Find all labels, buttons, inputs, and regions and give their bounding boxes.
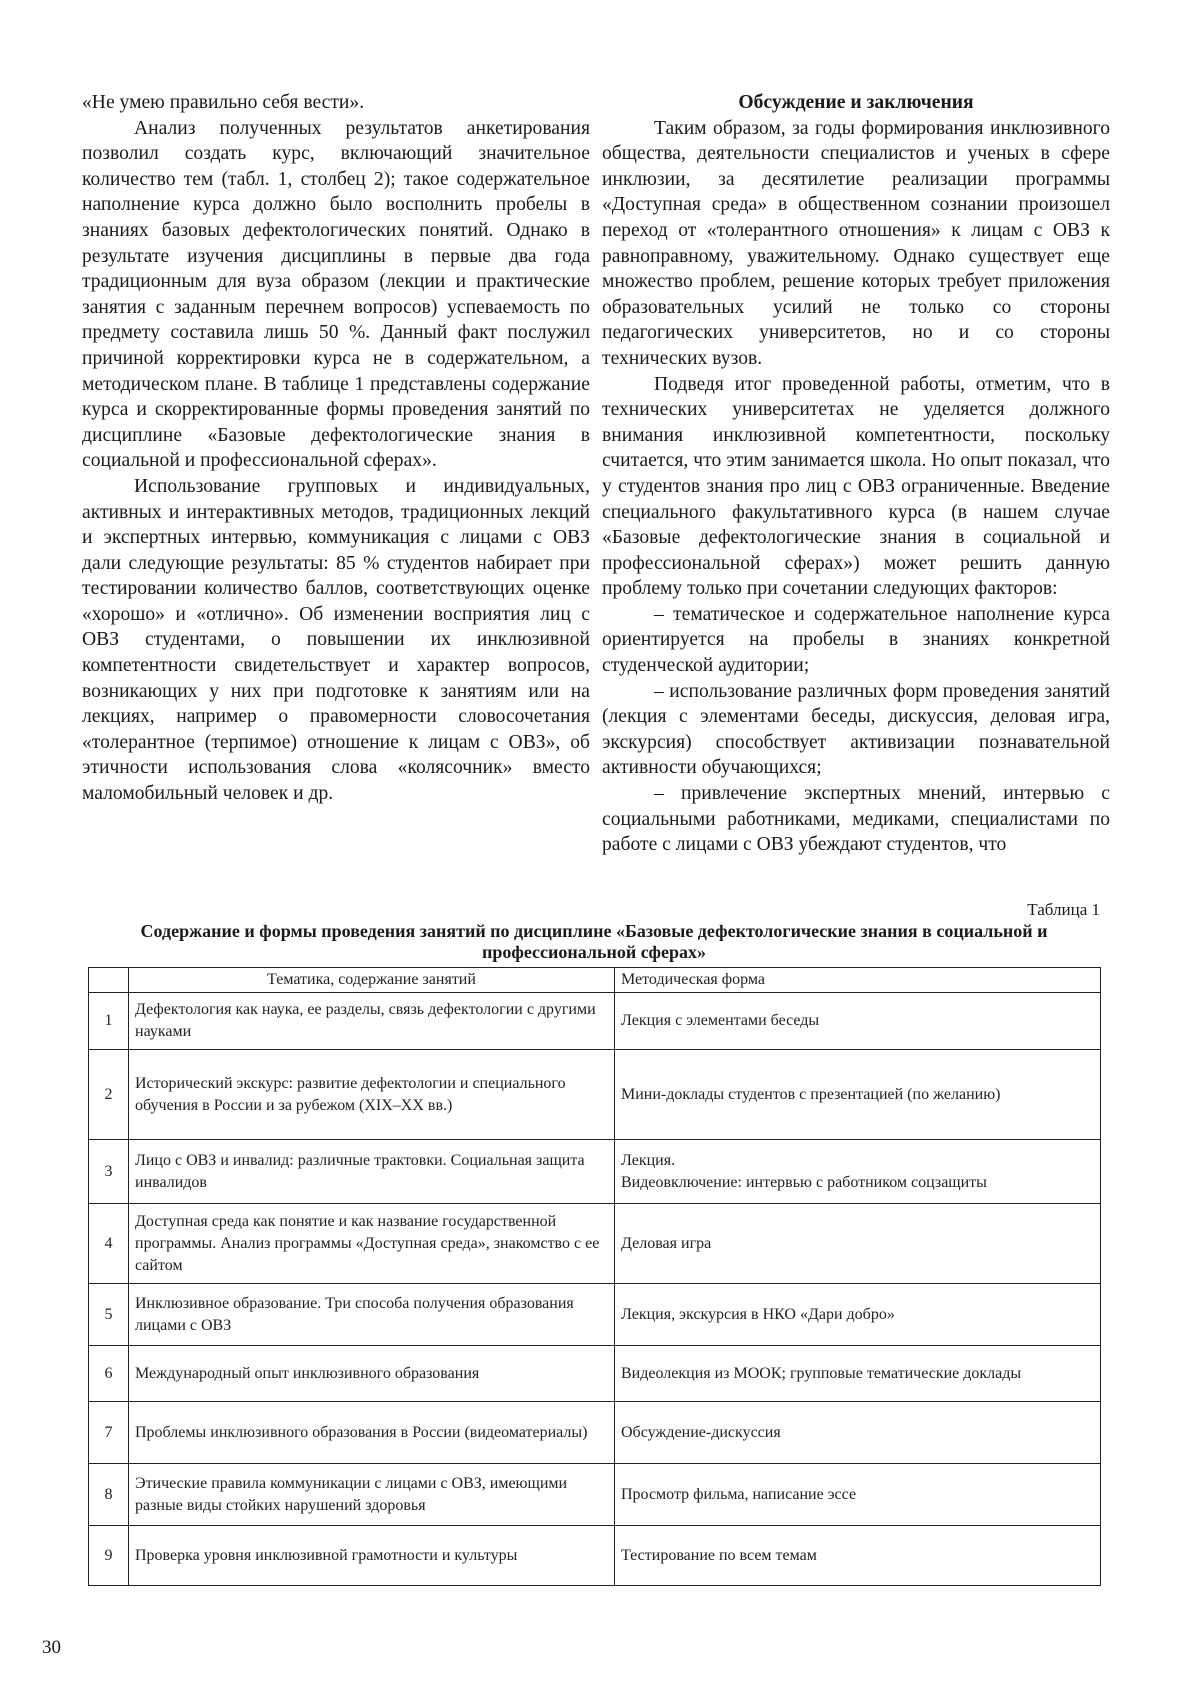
section-heading: Обсуждение и заключения: [738, 92, 974, 113]
row-form: Лекция, экскурсия в НКО «Дари добро»: [615, 1284, 1101, 1346]
table-row: [89, 993, 1101, 1050]
row-number: 6: [89, 1346, 129, 1402]
row-topic: Исторический экскурс: развитие дефектологии и специального обучения в России и за рубежом (XIX–XX вв.): [129, 1050, 615, 1140]
row-number: 5: [89, 1284, 129, 1346]
table-row: [89, 1526, 1101, 1586]
table-row: [89, 1050, 1101, 1140]
right-paragraph-2: Подведя итог проведенной работы, отметим, что в технических университетах не уделяется должного внимания инклюзивной компетентности, поскольку считается, что этим занимается школа. Но опыт показал, что у студентов знания про лиц с ОВЗ ограниченные. Введение специального факультативного курса (в нашем случае «Базовые дефектологические знания в социальной и профессиональной сферах») может решить данную проблему только при сочетании следующих факторов:: [602, 373, 1110, 600]
row-number: 4: [89, 1204, 129, 1284]
right-list-item-1: – тематическое и содержательное наполнение курса ориентируется на пробелы в знаниях конкретной студенческой аудитории;: [602, 603, 1110, 677]
left-text-column: [82, 90, 590, 807]
table-label: Таблица 1: [1027, 900, 1100, 919]
page-number: 30: [42, 1637, 61, 1658]
left-paragraph-2: Анализ полученных результатов анкетирования позволил создать курс, включающий значительное количество тем (табл. 1, столбец 2); такое содержательное наполнение курса должно было восполнить пробелы в знаниях базовых дефектологических понятий. Однако в результате изучения дисциплины в первые два года традиционным для вуза образом (лекции и практические занятия с заданным перечнем вопросов) успеваемость по предмету составила лишь 50 %. Данный факт послужил причиной корректировки курса не в содержательном, а методическом плане. В таблице 1 представлены содержание курса и скорректированные формы проведения занятий по дисциплине «Базовые дефектологические знания в социальной и профессиональной сферах».: [82, 117, 590, 472]
row-form: Лекция с элементами беседы: [615, 993, 1101, 1050]
row-form: Лекция. Видеовключение: интервью с работником соцзащиты: [615, 1140, 1101, 1204]
row-topic: Инклюзивное образование. Три способа получения образования лицами с ОВЗ: [129, 1284, 615, 1346]
row-topic: Лицо с ОВЗ и инвалид: различные трактовки. Социальная защита инвалидов: [129, 1140, 615, 1204]
table-header-row: [89, 968, 1101, 993]
row-topic: Дефектология как наука, ее разделы, связь дефектологии с другими науками: [129, 993, 615, 1050]
row-topic: Доступная среда как понятие и как название государственной программы. Анализ программы «Доступная среда», знакомство с ее сайтом: [129, 1204, 615, 1284]
course-table: [88, 967, 1101, 1586]
header-form: Методическая форма: [615, 968, 1101, 993]
header-topic: Тематика, содержание занятий: [129, 968, 615, 993]
row-form: Тестирование по всем темам: [615, 1526, 1101, 1586]
row-number: 9: [89, 1526, 129, 1586]
row-topic: Проблемы инклюзивного образования в России (видеоматериалы): [129, 1402, 615, 1464]
table-row: [89, 1284, 1101, 1346]
right-paragraph-1: Таким образом, за годы формирования инклюзивного общества, деятельности специалистов и ученых в сфере инклюзии, за десятилетие реализации программы «Доступная среда» в общественном сознании произошел переход от «толерантного отношения» к лицам с ОВЗ к равноправному, уважительному. Однако существует еще множество проблем, решение которых требует приложения образовательных усилий не только со стороны педагогических университетов, но и со стороны технических вузов.: [602, 117, 1110, 369]
row-form: Обсуждение-дискуссия: [615, 1402, 1101, 1464]
row-number: 8: [89, 1464, 129, 1526]
right-list-item-2: – использование различных форм проведения занятий (лекция с элементами беседы, дискуссия, деловая игра, экскурсия) способствует активизации познавательной активности обучающихся;: [602, 680, 1110, 779]
left-paragraph-1: «Не умею правильно себя вести».: [82, 92, 365, 113]
row-form: Деловая игра: [615, 1204, 1101, 1284]
row-form: Просмотр фильма, написание эссе: [615, 1464, 1101, 1526]
right-list-item-3: – привлечение экспертных мнений, интервью с социальными работниками, медиками, специалистами по работе с лицами с ОВЗ убеждают студентов, что: [602, 783, 1110, 856]
row-form: Видеолекция из МООК; групповые тематические доклады: [615, 1346, 1101, 1402]
row-number: 7: [89, 1402, 129, 1464]
table-row: [89, 1402, 1101, 1464]
table-row: [89, 1204, 1101, 1284]
table-row: [89, 1346, 1101, 1402]
row-topic: Этические правила коммуникации с лицами с ОВЗ, имеющими разные виды стойких нарушений здоровья: [129, 1464, 615, 1526]
row-form: Мини-доклады студентов с презентацией (по желанию): [615, 1050, 1101, 1140]
row-number: 1: [89, 993, 129, 1050]
table-row: [89, 1140, 1101, 1204]
left-paragraph-3: Использование групповых и индивидуальных, активных и интерактивных методов, традиционных лекций и экспертных интервью, коммуникация с лицами с ОВЗ дали следующие результаты: 85 % студентов набирает при тестировании количество баллов, соответствующих оценке «хорошо» и «отлично». Об изменении восприятия лиц с ОВЗ студентами, о повышении их инклюзивной компетентности свидетельствует и характер вопросов, возникающих у них при подготовке к занятиям или на лекциях, например о правомерности словосочетания «толерантное (терпимое) отношение к лицам с ОВЗ», об этичности использования слова «колясочник» вместо маломобильный человек и др.: [82, 475, 590, 805]
row-topic: Проверка уровня инклюзивной грамотности и культуры: [129, 1526, 615, 1586]
header-num: [89, 968, 129, 993]
right-text-column: [602, 90, 1110, 858]
table-row: [89, 1464, 1101, 1526]
table-title: Содержание и формы проведения занятий по дисциплине «Базовые дефектологические знания в социальной и профессиональной сферах»: [140, 921, 1048, 962]
row-number: 3: [89, 1140, 129, 1204]
row-number: 2: [89, 1050, 129, 1140]
row-topic: Международный опыт инклюзивного образования: [129, 1346, 615, 1402]
